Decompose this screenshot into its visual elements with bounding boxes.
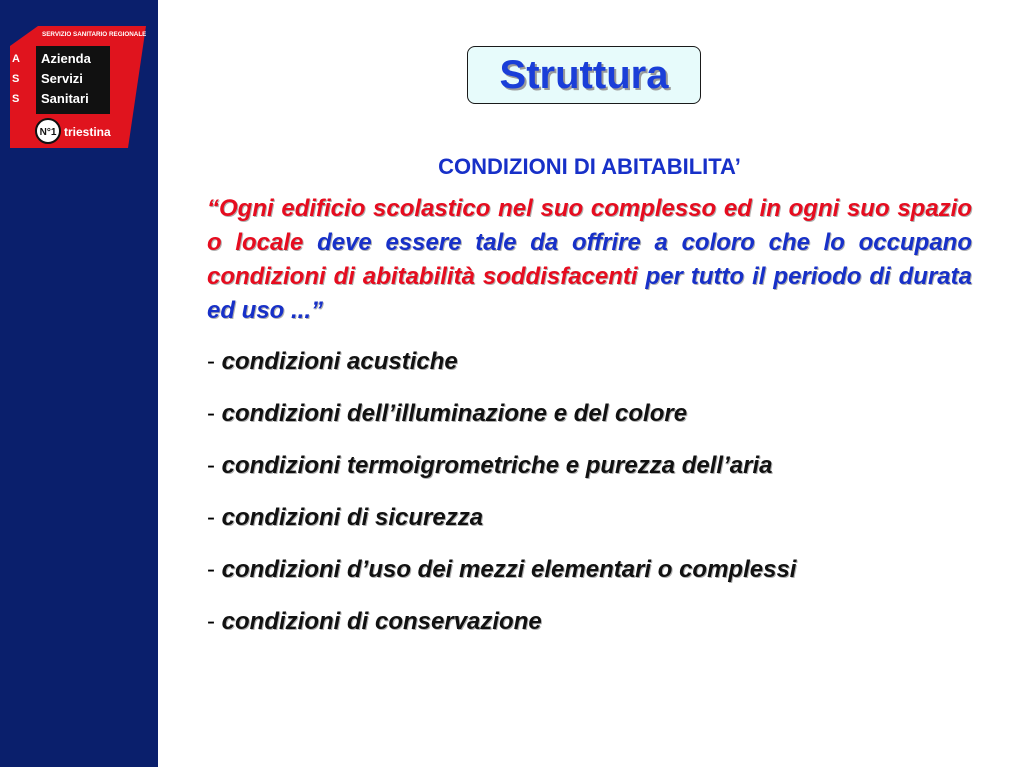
list-item-text: condizioni di conservazione [221, 608, 542, 635]
list-dash: - [207, 348, 215, 375]
ass-logo-graphic [10, 26, 146, 148]
logo-word-servizi: Servizi [41, 71, 83, 86]
slide-title: Struttura [499, 52, 669, 97]
list-item-text: condizioni termoigrometriche e purezza dell’aria [221, 452, 773, 479]
logo-word-azienda: Azienda [41, 51, 91, 66]
list-item [207, 492, 972, 544]
list-dash: - [207, 504, 215, 531]
logo-letter-s2: S [12, 93, 20, 105]
list-item [207, 596, 972, 648]
logo-letter-a: A [12, 53, 20, 65]
quote-part-1: “Ogni edificio scolastico nel suo complesso ed in ogni suo spazio o locale [207, 195, 972, 256]
list-item [207, 440, 972, 492]
list-item-text: condizioni d’uso dei mezzi elementari o complessi [221, 556, 797, 583]
section-heading: CONDIZIONI DI ABITABILITA’ [438, 154, 741, 179]
list-dash: - [207, 400, 215, 427]
logo-word-sanitari: Sanitari [41, 91, 89, 106]
quote-paragraph [207, 192, 972, 328]
quote-part-3: condizioni di abitabilità soddisfacenti [207, 263, 638, 290]
conditions-list [207, 336, 972, 648]
list-item [207, 336, 972, 388]
list-dash: - [207, 556, 215, 583]
sidebar [0, 0, 158, 767]
logo-city-text: triestina [64, 125, 111, 139]
quote-part-4: per tutto il periodo di durata ed uso ...” [207, 263, 972, 324]
list-item-text: condizioni dell’illuminazione e del colore [221, 400, 688, 427]
title-box [467, 46, 701, 104]
list-item [207, 544, 972, 596]
list-item-text: condizioni di sicurezza [221, 504, 484, 531]
list-dash: - [207, 452, 215, 479]
slide-content [207, 152, 972, 648]
logo-badge-text: N°1 [39, 127, 57, 138]
logo-top-text: SERVIZIO SANITARIO REGIONALE [42, 31, 146, 38]
logo-letter-s1: S [12, 73, 20, 85]
list-dash: - [207, 608, 215, 635]
quote-part-2: deve essere tale da offrire a coloro che lo occupano [317, 229, 972, 256]
list-item-text: condizioni acustiche [221, 348, 458, 375]
ass-logo [10, 26, 146, 148]
list-item [207, 388, 972, 440]
